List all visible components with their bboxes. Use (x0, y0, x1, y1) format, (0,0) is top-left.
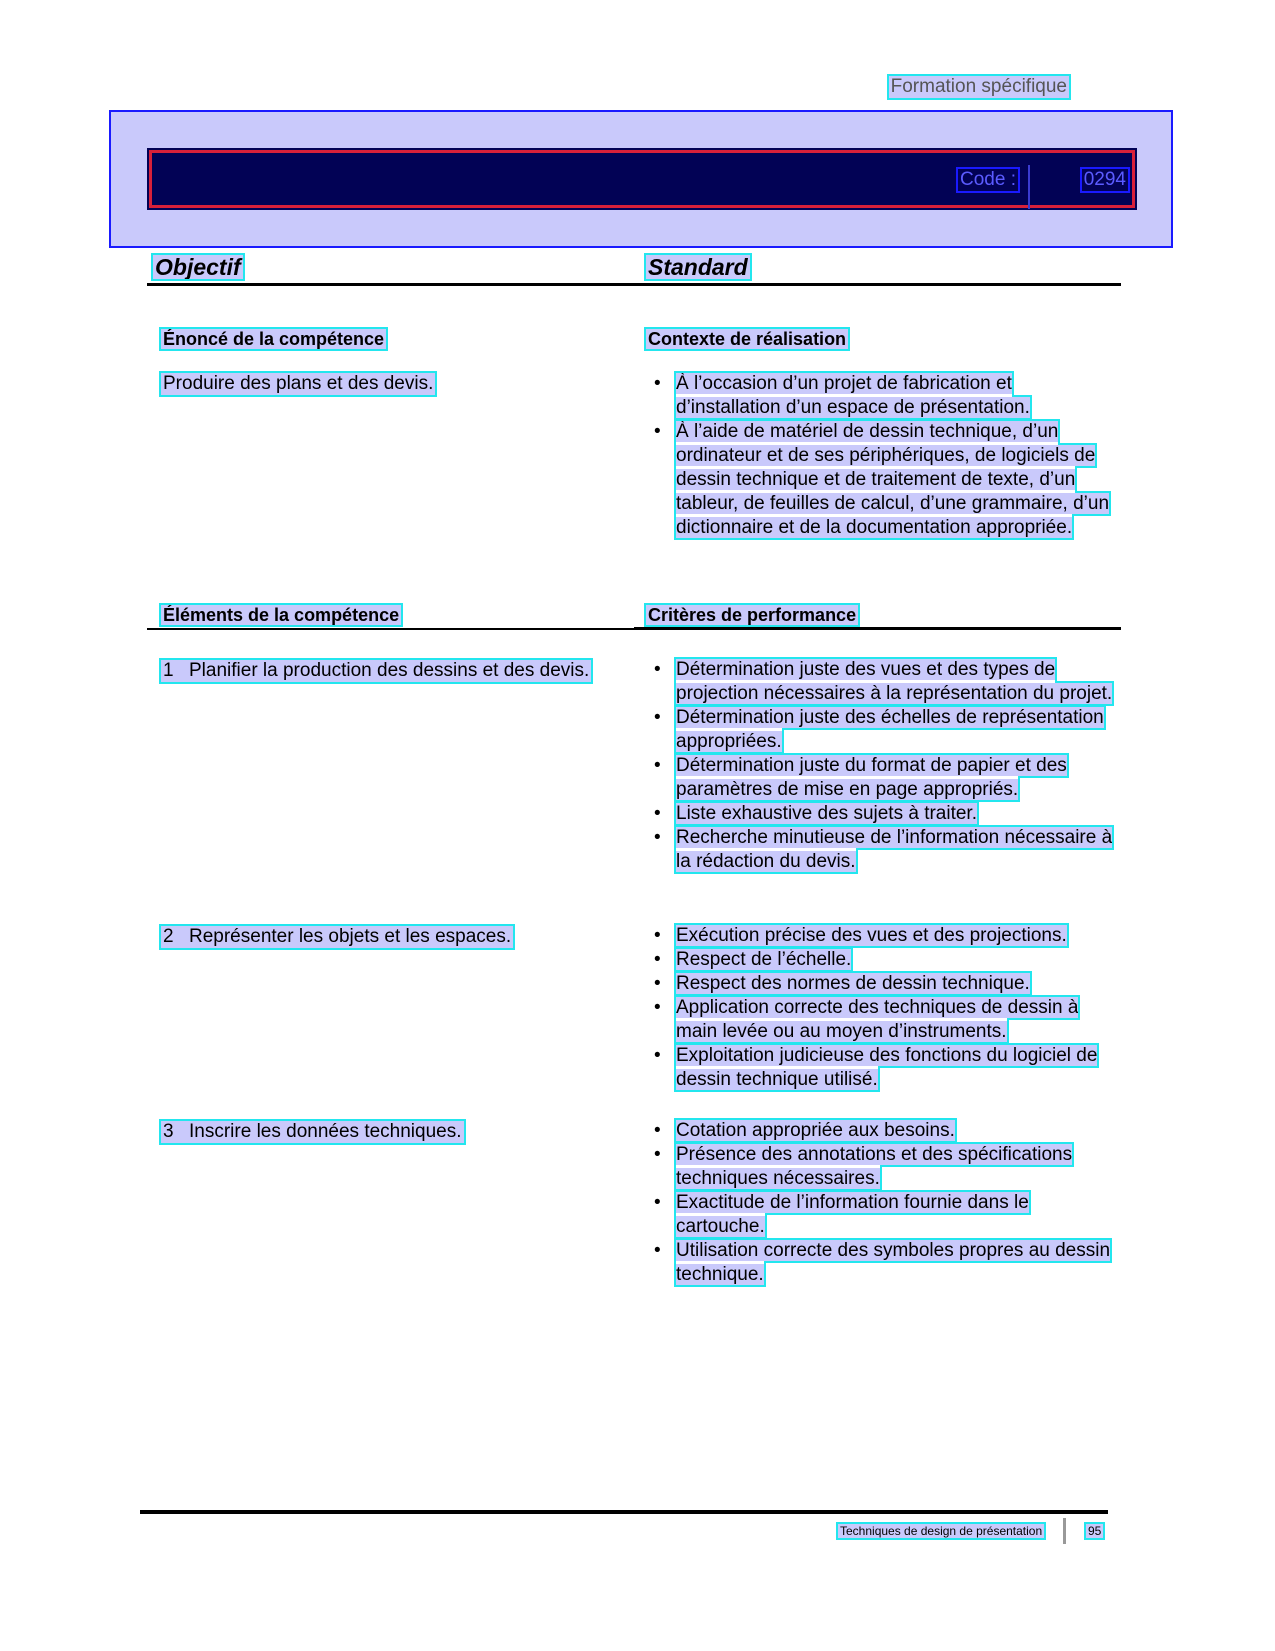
footer-rule (140, 1510, 1108, 1514)
competence-element (161, 660, 591, 682)
criterion-text: Exploitation judicieuse des fonctions du logiciel de dessin technique utilisé. (676, 1045, 1098, 1090)
criterion-text: Détermination juste des vues et des types de projection nécessaires à la représentation du projet. (676, 659, 1113, 704)
criterion-item (654, 1044, 1114, 1092)
criterion-item (654, 996, 1114, 1044)
title-bar (149, 150, 1135, 208)
bullet-icon: • (654, 1240, 661, 1261)
bullet-icon: • (654, 925, 661, 946)
heading-rule (147, 283, 1121, 286)
criterion-text: Détermination juste du format de papier et des paramètres de mise en page appropriés. (676, 755, 1067, 800)
column-heading-objective: Objectif (155, 254, 241, 280)
criterion-item (654, 802, 1114, 826)
criterion-text: À l’aide de matériel de dessin technique, d’un ordinateur et de ses périphériques, de logiciels de dessin technique et de traitement de texte, d’un tableur, de feuilles de calcul, d’une grammaire, d’un dictionnaire et de la documentation appropriée. (676, 421, 1110, 538)
bullet-icon: • (654, 803, 661, 824)
bullet-icon: • (654, 659, 661, 680)
element-text: Planifier la production des dessins et des devis. (189, 660, 590, 681)
bullet-icon: • (654, 1120, 661, 1141)
criterion-item (654, 1119, 1114, 1143)
running-title: Formation spécifique (890, 76, 1067, 97)
element-text: Inscrire les données techniques. (189, 1121, 462, 1142)
bullet-icon: • (654, 997, 661, 1018)
criteria-list (654, 924, 1114, 1092)
context-list (654, 372, 1114, 540)
criterion-text: Application correcte des techniques de dessin à main levée ou au moyen d’instruments. (676, 997, 1079, 1042)
footer-title: Techniques de design de présentation (840, 1524, 1043, 1538)
criterion-text: À l’occasion d’un projet de fabrication et d’installation d’un espace de présentation. (676, 373, 1030, 418)
bullet-icon: • (654, 973, 661, 994)
competence-element (161, 926, 513, 948)
title-frame (109, 110, 1173, 248)
bullet-icon: • (654, 1144, 661, 1165)
criterion-text: Cotation appropriée aux besoins. (676, 1120, 955, 1141)
criterion-text: Détermination juste des échelles de représentation appropriées. (676, 707, 1104, 752)
bullet-icon: • (654, 421, 661, 442)
elements-heading: Éléments de la compétence (163, 605, 400, 625)
code-value: 0294 (1083, 169, 1126, 190)
criterion-item (654, 948, 1114, 972)
criterion-item (654, 1143, 1114, 1191)
elements-rule-left (147, 628, 636, 630)
code-divider (1028, 165, 1030, 209)
bullet-icon: • (654, 755, 661, 776)
bullet-icon: • (654, 707, 661, 728)
criterion-text: Liste exhaustive des sujets à traiter. (676, 803, 977, 824)
criterion-item (654, 826, 1114, 874)
criterion-text: Exactitude de l’information fournie dans le cartouche. (676, 1192, 1029, 1237)
criterion-item (654, 972, 1114, 996)
competence-element (161, 1121, 464, 1143)
element-number: 1 (163, 660, 174, 681)
element-text: Représenter les objets et les espaces. (189, 926, 512, 947)
criterion-item (654, 420, 1114, 540)
criterion-item (654, 1239, 1114, 1287)
context-heading: Contexte de réalisation (648, 329, 847, 349)
criterion-item (654, 754, 1114, 802)
bullet-icon: • (654, 949, 661, 970)
criterion-text: Recherche minutieuse de l’information nécessaire à la rédaction du devis. (676, 827, 1113, 872)
page-number: 95 (1088, 1524, 1102, 1538)
bullet-icon: • (654, 1045, 661, 1066)
criterion-text: Respect des normes de dessin technique. (676, 973, 1030, 994)
criterion-item (654, 1191, 1114, 1239)
competence-statement-heading: Énoncé de la compétence (163, 329, 385, 349)
bullet-icon: • (654, 373, 661, 394)
element-number: 3 (163, 1121, 174, 1142)
criteria-heading: Critères de performance (648, 605, 857, 625)
criterion-item (654, 372, 1114, 420)
criterion-item (654, 658, 1114, 706)
criterion-item (654, 924, 1114, 948)
element-number: 2 (163, 926, 174, 947)
bullet-icon: • (654, 827, 661, 848)
criterion-text: Utilisation correcte des symboles propres au dessin technique. (676, 1240, 1111, 1285)
criterion-text: Exécution précise des vues et des projections. (676, 925, 1067, 946)
code-label: Code : (960, 169, 1016, 190)
column-heading-standard: Standard (648, 254, 748, 280)
footer-separator (1063, 1518, 1066, 1544)
criterion-text: Respect de l’échelle. (676, 949, 852, 970)
criteria-list (654, 658, 1114, 874)
criterion-text: Présence des annotations et des spécifications techniques nécessaires. (676, 1144, 1073, 1189)
elements-rule-right (634, 627, 1121, 630)
competence-statement: Produire des plans et des devis. (163, 373, 434, 394)
criteria-list (654, 1119, 1114, 1287)
bullet-icon: • (654, 1192, 661, 1213)
criterion-item (654, 706, 1114, 754)
